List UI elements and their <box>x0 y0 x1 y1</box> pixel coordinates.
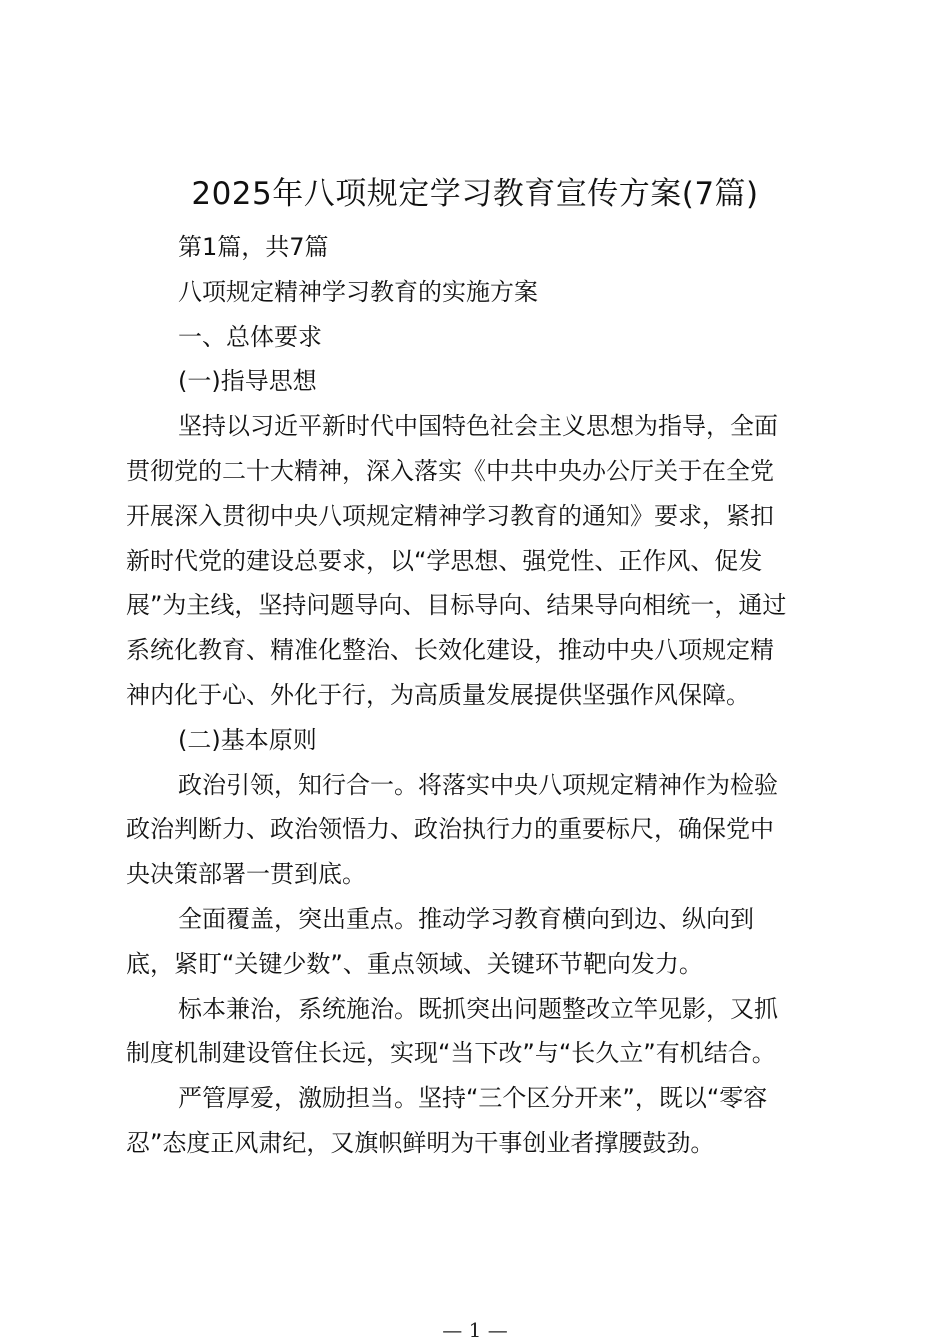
text-line: 展”为主线，坚持问题导向、目标导向、结果导向相统一，通过 <box>126 591 787 620</box>
text-line: 忍”态度正风肃纪，又旗帜鲜明为干事创业者撑腰鼓劲。 <box>126 1128 715 1157</box>
text-line: (一)指导思想 <box>178 367 317 396</box>
text-line: 严管厚爱，激励担当。坚持“三个区分开来”，既以“零容 <box>178 1084 768 1113</box>
text-line: 神内化于心、外化于行，为高质量发展提供坚强作风保障。 <box>126 680 750 709</box>
text-line: 开展深入贯彻中央八项规定精神学习教育的通知》要求，紧扣 <box>126 501 774 530</box>
text-line: 系统化教育、精准化整治、长效化建设，推动中央八项规定精 <box>126 636 774 665</box>
text-line: 底，紧盯“关键少数”、重点领域、关键环节靶向发力。 <box>126 949 703 978</box>
page-number: — 1 — <box>442 1318 508 1342</box>
text-line: 制度机制建设管住长远，实现“当下改”与“长久立”有机结合。 <box>126 1039 776 1068</box>
text-line: 政治引领，知行合一。将落实中央八项规定精神作为检验 <box>178 770 778 799</box>
text-line: 坚持以习近平新时代中国特色社会主义思想为指导，全面 <box>178 412 778 441</box>
text-line: 新时代党的建设总要求，以“学思想、强党性、正作风、促发 <box>126 546 763 575</box>
text-line: 第1篇，共7篇 <box>178 233 329 261</box>
text-line: 标本兼治，系统施治。既抓突出问题整改立竿见影，又抓 <box>178 994 778 1023</box>
document-title: 2025年八项规定学习教育宣传方案(7篇) <box>191 176 759 212</box>
text-line: 央决策部署一贯到底。 <box>126 860 366 889</box>
text-line: 一、总体要求 <box>178 322 322 351</box>
document-body <box>126 225 832 1166</box>
text-line: 贯彻党的二十大精神，深入落实《中共中央办公厅关于在全党 <box>126 456 774 485</box>
text-line: (二)基本原则 <box>178 725 317 754</box>
text-line: 八项规定精神学习教育的实施方案 <box>178 277 538 306</box>
text-line: 全面覆盖，突出重点。推动学习教育横向到边、纵向到 <box>178 904 754 933</box>
text-line: 政治判断力、政治领悟力、政治执行力的重要标尺，确保党中 <box>126 815 774 844</box>
